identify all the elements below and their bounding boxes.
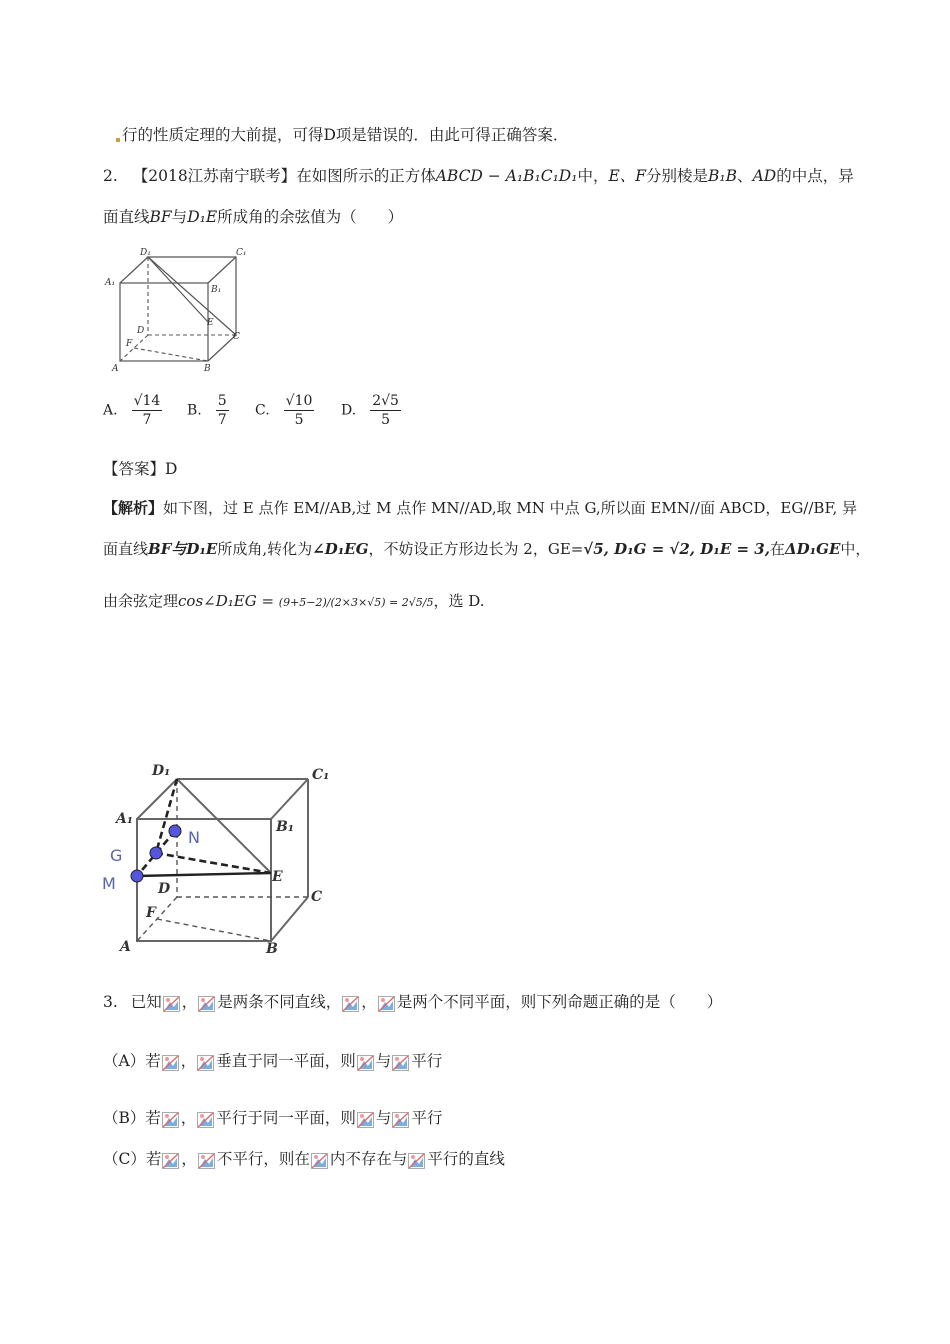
choice-a[interactable]: （A）若 ， 垂直于同一平面，则 与 平行 (103, 1052, 443, 1070)
broken-image-icon (198, 993, 216, 1013)
point-m (131, 870, 143, 882)
answer-line: 【答案】D (103, 460, 178, 478)
option-c[interactable]: C. $\frac{√10}{5}$ (255, 393, 313, 428)
choice-c[interactable]: （C）若 ， 不平行，则在 内不存在与 平行的直线 (103, 1150, 505, 1168)
analysis-line-2: 面直线BF与D₁E所成角,转化为∠D₁EG，不妨设正方形边长为 2，GE=√5, D₁G = √2, D₁E = 3,在ΔD₁GE中， (103, 540, 871, 558)
label-c: C (233, 332, 240, 342)
front-face (137, 819, 271, 941)
broken-image-icon (357, 1052, 375, 1072)
broken-image-icon (197, 1052, 215, 1072)
option-b[interactable]: B. $\frac{5}{7}$ (187, 393, 227, 428)
question-source: 【2018江苏南宁联考】 (132, 167, 297, 185)
broken-image-icon (162, 1109, 180, 1129)
point-n (169, 825, 181, 837)
label-d: D (158, 881, 171, 897)
cube-figure-2 (100, 757, 350, 962)
broken-image-icon (198, 1150, 216, 1170)
broken-image-icon (357, 1109, 375, 1129)
option-a[interactable]: A. $\frac{√14}{7}$ (103, 393, 161, 428)
broken-image-icon (162, 1052, 180, 1072)
label-c: C (311, 889, 323, 905)
label-a1: A₁ (105, 278, 116, 288)
question-2-line-2: 面直线BF与D₁E所成角的余弦值为（ ） (103, 208, 404, 226)
option-d[interactable]: D. $\frac{2√5}{5}$ (341, 393, 399, 428)
label-f: F (146, 905, 156, 921)
broken-image-icon (408, 1150, 426, 1170)
continuation-line: 行的性质定理的大前提，可得D项是错误的．由此可得正确答案． (116, 124, 568, 146)
label-n: N (188, 828, 200, 847)
label-d: D (137, 326, 145, 336)
label-a: A (112, 364, 119, 374)
question-3-line: 3. 已知 ， 是两条不同直线， ， 是两个不同平面，则下列命题正确的是（ ） (103, 993, 723, 1011)
point-g (150, 847, 162, 859)
label-d1: D₁ (140, 248, 151, 258)
label-e: E (207, 318, 214, 328)
cube-figure-1 (100, 245, 260, 377)
broken-image-icon (392, 1109, 410, 1129)
broken-image-icon (197, 1109, 215, 1129)
label-f: F (126, 339, 133, 349)
analysis-line-1: 【解析】如下图，过 E 点作 EM//AB,过 M 点作 MN//AD,取 MN 中点 G,所以面 EMN//面 ABCD，EG//BF, 异 (103, 499, 858, 517)
front-face (120, 283, 208, 361)
label-c1: C₁ (236, 248, 247, 258)
broken-image-icon (378, 993, 396, 1013)
label-m: M (102, 874, 116, 893)
answer-value: D (165, 460, 178, 478)
broken-image-icon (163, 993, 181, 1013)
label-c1: C₁ (312, 767, 330, 783)
question-2-line-1: 2. 【2018江苏南宁联考】在如图所示的正方体ABCD − A₁B₁C₁D₁中，E、F分别棱是B₁B、AD的中点，异 (103, 167, 854, 185)
label-a: A (120, 939, 131, 955)
broken-image-dot (116, 138, 120, 142)
label-b: B (204, 364, 211, 374)
broken-image-icon (162, 1150, 180, 1170)
broken-image-icon (342, 993, 360, 1013)
analysis-line-3: 由余弦定理cos∠D₁EG = (9+5−2)/(2×3×√5) = 2√5/5，选 D. (103, 592, 485, 610)
label-b1: B₁ (211, 285, 222, 295)
choice-b[interactable]: （B）若 ， 平行于同一平面，则 与 平行 (103, 1109, 443, 1127)
broken-image-icon (392, 1052, 410, 1072)
label-e: E (272, 869, 283, 885)
cube-name: ABCD − A₁B₁C₁D₁ (435, 167, 578, 185)
broken-image-icon (311, 1150, 329, 1170)
label-a1: A₁ (116, 811, 133, 827)
label-g: G (110, 846, 123, 865)
label-d1: D₁ (152, 763, 171, 779)
label-b: B (266, 941, 278, 957)
label-b1: B₁ (276, 819, 294, 835)
